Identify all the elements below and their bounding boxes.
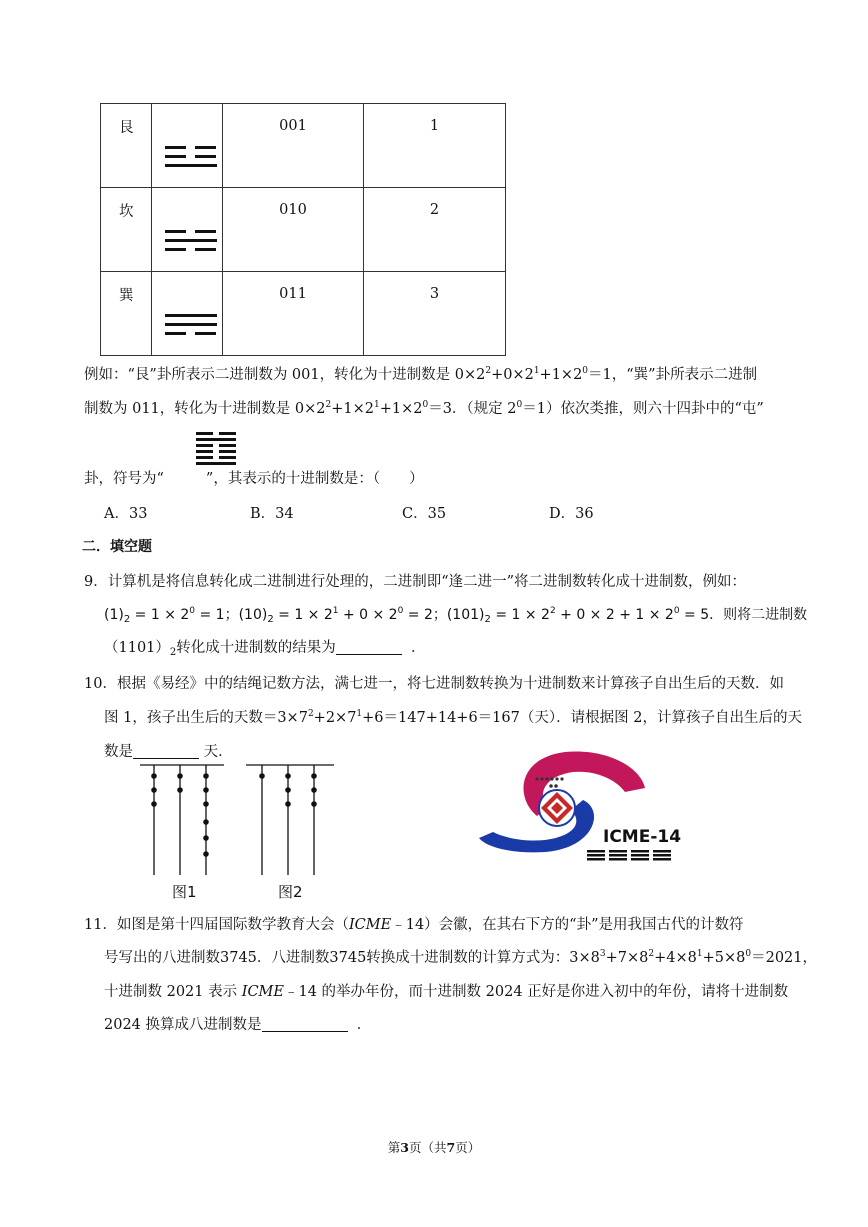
exponent: 0 (582, 366, 589, 376)
exponent: 0 (673, 606, 680, 616)
text: = 1 × 2 (490, 607, 550, 623)
text: 2024 换算成八进制数是 (104, 1017, 262, 1033)
text: 天． (203, 744, 233, 760)
exponent: 2 (485, 366, 492, 376)
section-title: 二．填空题 (82, 539, 152, 555)
exponent: 2 (549, 606, 556, 616)
q11-line3 (104, 981, 788, 1003)
trigram-symbol-cell (152, 188, 223, 272)
option-b: B．34 (250, 506, 294, 522)
trigram-icon (152, 104, 222, 167)
binary-value: 010 (279, 202, 307, 218)
text: +1×2 (331, 401, 374, 417)
text: ICME (241, 984, 284, 1000)
text: ＝1）依次类推，则六十四卦中的“屯” (522, 401, 764, 417)
text: 卦，符号为“ (84, 471, 164, 487)
text: +0×2 (491, 367, 534, 383)
option-c: C．35 (402, 506, 447, 522)
text: +6＝147+14+6＝167（天）．请根据图 2，计算孩子自出生后的天 (362, 710, 802, 726)
table-row (101, 104, 506, 188)
option-a: A．33 (104, 506, 148, 522)
total-pages: 7 (446, 1140, 456, 1155)
text: + 0 × 2 + 1 × 2 (555, 607, 674, 623)
text: ”，其表示的十进制数是：（ ） (205, 471, 424, 487)
text: +7×8 (605, 950, 649, 966)
yin-line (165, 230, 222, 233)
decimal-value: 2 (429, 202, 440, 218)
trigram-icon (152, 272, 222, 335)
q10-line1: 10．根据《易经》中的结绳记数方法，满七进一，将七进制数转换为十进制数来计算孩子自出生后的天数．如 (84, 676, 784, 692)
q8-example-line2 (84, 398, 764, 420)
text: ． (411, 640, 426, 656)
q11-line4 (104, 1014, 371, 1036)
yin-line (196, 444, 236, 447)
yang-line (165, 314, 222, 317)
text: 数是 (104, 744, 133, 760)
exponent: 1 (373, 400, 380, 410)
table-row (101, 272, 506, 356)
exponent: 1 (356, 709, 363, 719)
text: + 0 × 2 (338, 607, 398, 623)
exponent: 2 (325, 400, 332, 410)
text: ＝2021， (751, 950, 817, 966)
exponent: 3 (599, 949, 606, 959)
q9-line3 (104, 637, 426, 659)
subscript: 2 (123, 614, 131, 625)
answer-blank[interactable] (262, 1017, 348, 1032)
icme-logo (475, 748, 685, 873)
text: +5×8 (702, 950, 746, 966)
text: 11．如图是第十四届国际数学教育大会（ (84, 917, 349, 933)
yin-line (165, 155, 222, 158)
subscript: 2 (484, 614, 491, 625)
exponent: 0 (745, 949, 752, 959)
exponent: 0 (516, 400, 523, 410)
decimal-cell (364, 272, 506, 356)
text: 转化成十进制数的结果为 (176, 640, 336, 656)
yang-line (196, 438, 236, 441)
figure-2-knots (246, 765, 334, 875)
decimal-cell (364, 188, 506, 272)
text: (1) (104, 607, 124, 623)
text: （1101） (104, 640, 170, 656)
answer-blank[interactable] (133, 744, 199, 759)
exponent: 2 (307, 709, 314, 719)
text: 页） (455, 1140, 481, 1155)
trigram-name: 艮 (119, 120, 134, 136)
page-footer (0, 1138, 868, 1156)
subscript: 2 (169, 647, 177, 658)
text: 十进制数 2021 表示 (104, 984, 242, 1000)
yin-line (165, 146, 222, 149)
trigram-icon (152, 188, 222, 251)
text: +2×7 (313, 710, 357, 726)
binary-value: 011 (279, 286, 307, 302)
figure-1-knots (140, 765, 224, 875)
yin-line (165, 248, 222, 251)
exponent: 0 (422, 400, 429, 410)
figure-1-caption: 图1 (172, 883, 197, 901)
exponent: 1 (696, 949, 703, 959)
decimal-cell (364, 104, 506, 188)
trigram-symbol-cell (152, 272, 223, 356)
trigram-symbol-cell (152, 104, 223, 188)
text: +4×8 (654, 950, 697, 966)
yin-line (165, 332, 222, 335)
text: 第 (387, 1140, 401, 1155)
trigram-name-cell (101, 188, 152, 272)
yang-line (165, 164, 222, 167)
binary-cell (223, 104, 364, 188)
text: ﹣14）会徽，在其右下方的“卦”是用我国古代的计数符 (391, 917, 744, 933)
zhun-hexagram-icon (196, 432, 236, 468)
decimal-value: 1 (429, 118, 440, 134)
text: = 1 × 2 (273, 607, 333, 623)
q11-line2 (104, 947, 817, 969)
binary-cell (223, 272, 364, 356)
answer-blank[interactable] (336, 640, 402, 655)
text: 号写出的八进制数3745．八进制数3745转换成十进制数的计算方式为：3×8 (104, 950, 600, 966)
text: 图 1，孩子出生后的天数＝3×7 (104, 710, 308, 726)
yin-line (196, 432, 236, 435)
exponent: 0 (397, 606, 404, 616)
subscript: 2 (267, 614, 274, 625)
knot-figures (138, 760, 348, 900)
exponent: 1 (332, 606, 339, 616)
text: +1×2 (539, 367, 583, 383)
binary-cell (223, 188, 364, 272)
text: ． (356, 1017, 372, 1033)
q9-line2 (104, 604, 807, 626)
text: = 2；(101) (403, 607, 485, 623)
text: 制数为 011，转化为十进制数是 0×2 (84, 401, 326, 417)
yin-line (196, 450, 236, 453)
decimal-value: 3 (429, 286, 440, 302)
yin-line (196, 456, 236, 459)
trigram-name-cell (101, 272, 152, 356)
q8-example-line3 (84, 468, 424, 490)
exponent: 0 (189, 606, 196, 616)
exponent: 2 (648, 949, 655, 959)
q10-line2 (104, 707, 802, 729)
trigram-table (100, 103, 506, 356)
text: ﹣14 的举办年份，而十进制数 2024 正好是你进入初中的年份，请将十进制数 (284, 984, 789, 1000)
text: ＝1，“巽”卦所表示二进制 (588, 367, 758, 383)
figure-2-caption: 图2 (278, 883, 303, 901)
binary-value: 001 (279, 118, 307, 134)
text: ＝3．（规定 2 (428, 401, 517, 417)
yang-line (196, 462, 236, 465)
trigram-name-cell (101, 104, 152, 188)
option-d: D．36 (549, 506, 594, 522)
page-number: 3 (400, 1140, 409, 1155)
logo-text: ICME-14 (603, 827, 682, 847)
text: 页（共 (408, 1140, 447, 1155)
text: +1×2 (379, 401, 423, 417)
q9-line1: 9．计算机是将信息转化成二进制进行处理的，二进制即“逢二进一”将二进制数转化成十进制数，例如： (84, 574, 747, 590)
text: ICME (348, 917, 392, 933)
text: = 5．则将二进制数 (679, 607, 808, 623)
yang-line (165, 239, 222, 242)
yang-line (165, 323, 222, 326)
table-row (101, 188, 506, 272)
q8-example-line1 (84, 364, 757, 386)
text: = 1 × 2 (130, 607, 190, 623)
exponent: 1 (533, 366, 540, 376)
trigram-name: 巽 (119, 288, 134, 304)
text: = 1；(10) (195, 607, 268, 623)
text: 例如：“艮”卦所表示二进制数为 001，转化为十进制数是 0×2 (84, 367, 486, 383)
trigram-name: 坎 (119, 204, 134, 220)
q11-line1 (84, 914, 744, 936)
